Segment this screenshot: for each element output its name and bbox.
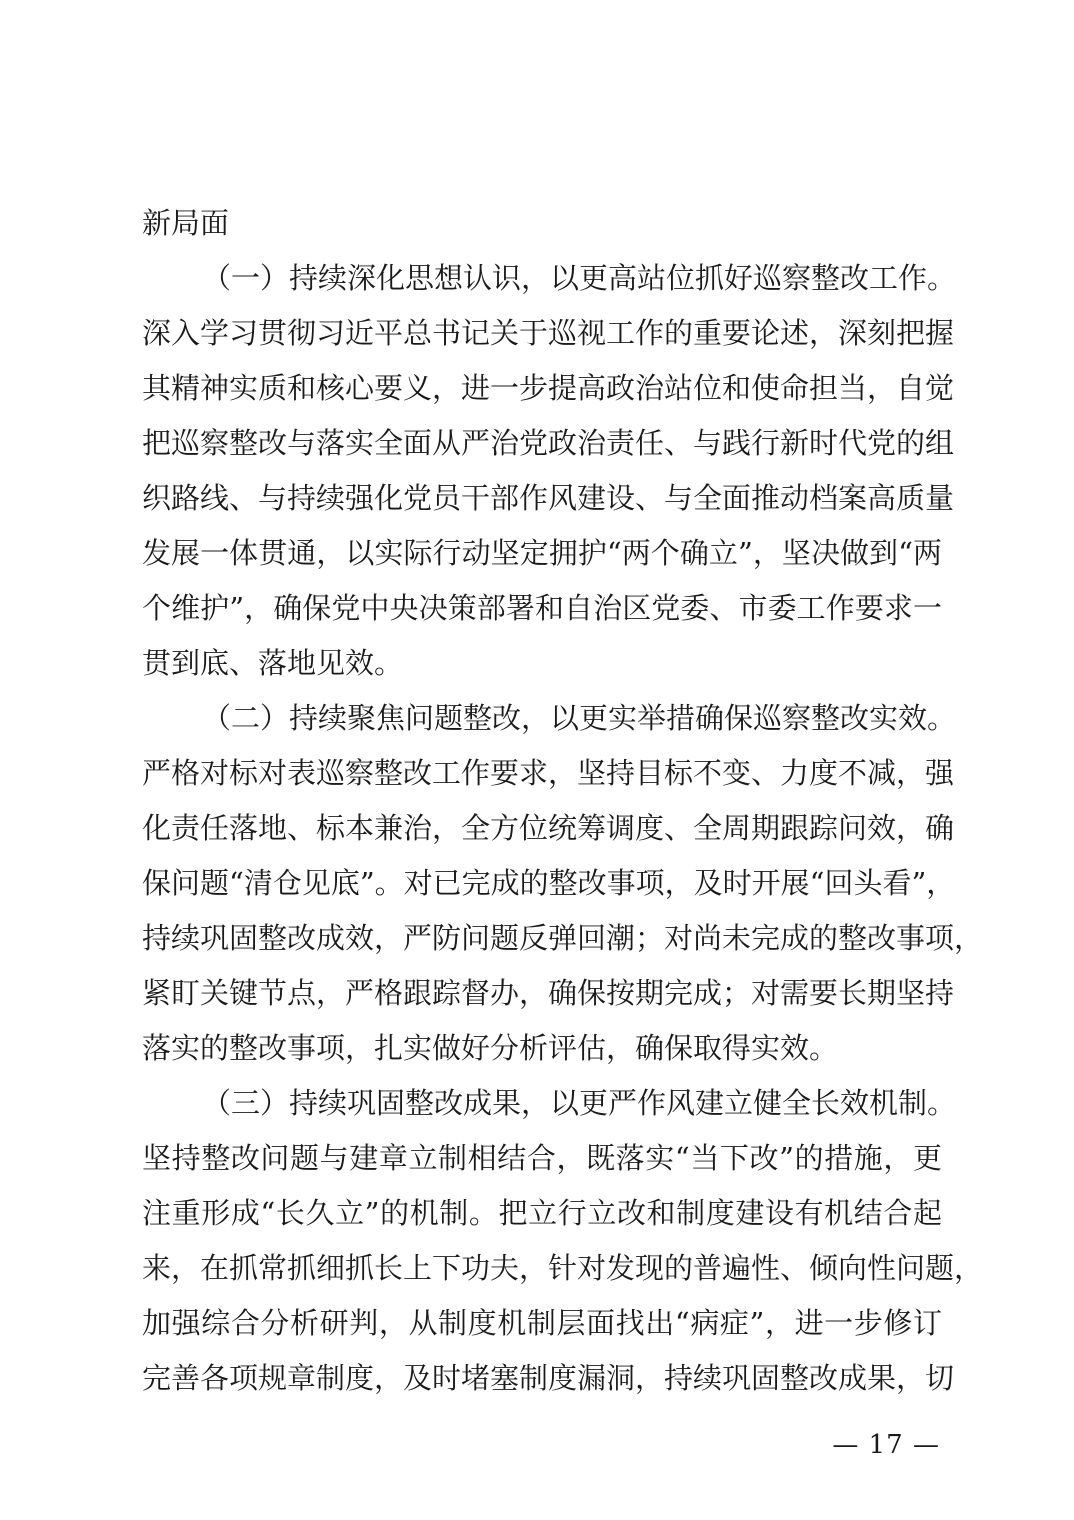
paragraph-line: 化责任落地、标本兼治，全方位统筹调度、全周期跟踪问效，确 [142, 811, 955, 845]
paragraph-line: （一）持续深化思想认识，以更高站位抓好巡察整改工作。 [202, 261, 957, 295]
paragraph-line: （二）持续聚焦问题整改，以更实举措确保巡察整改实效。 [202, 701, 957, 735]
paragraph-line: 贯到底、落地见效。 [142, 646, 404, 680]
page-number: — 17 — [832, 1430, 940, 1460]
paragraph-line: 注重形成“长久立”的机制。把立行立改和制度建设有机结合起 [142, 1196, 942, 1230]
paragraph-line: 坚持整改问题与建章立制相结合，既落实“当下改”的措施，更 [142, 1141, 942, 1175]
paragraph-line: 个维护”，确保党中央决策部署和自治区党委、市委工作要求一 [142, 591, 942, 625]
paragraph-line: 发展一体贯通，以实际行动坚定拥护“两个确立”，坚决做到“两 [142, 536, 942, 570]
document-body [142, 196, 984, 1406]
paragraph-line: 加强综合分析研判，从制度机制层面找出“病症”，进一步修订 [142, 1306, 942, 1340]
paragraph-line: （三）持续巩固整改成果，以更严作风建立健全长效机制。 [202, 1086, 957, 1120]
paragraph-2 [142, 691, 984, 1076]
paragraph-line: 织路线、与持续强化党员干部作风建设、与全面推动档案高质量 [142, 481, 955, 515]
paragraph-line: 其精神实质和核心要义，进一步提高政治站位和使命担当，自觉 [142, 371, 955, 405]
paragraph-3 [142, 1076, 984, 1406]
paragraph-line: 深入学习贯彻习近平总书记关于巡视工作的重要论述，深刻把握 [142, 316, 955, 350]
paragraph-line: 保问题“清仓见底”。对已完成的整改事项，及时开展“回头看”， [142, 866, 956, 900]
paragraph-line: 完善各项规章制度，及时堵塞制度漏洞，持续巩固整改成果，切 [142, 1361, 955, 1395]
paragraph-line: 紧盯关键节点，严格跟踪督办，确保按期完成；对需要长期坚持 [142, 976, 955, 1010]
paragraph-line: 把巡察整改与落实全面从严治党政治责任、与践行新时代党的组 [142, 426, 955, 460]
paragraph-line: 来，在抓常抓细抓长上下功夫，针对发现的普遍性、倾向性问题， [142, 1251, 984, 1285]
paragraph-line: 落实的整改事项，扎实做好分析评估，确保取得实效。 [142, 1031, 839, 1065]
paragraph-line: 严格对标对表巡察整改工作要求，坚持目标不变、力度不减，强 [142, 756, 955, 790]
paragraph-line: 持续巩固整改成效，严防问题反弹回潮；对尚未完成的整改事项， [142, 921, 984, 955]
paragraph-1 [142, 251, 957, 691]
continued-heading: 新局面 [142, 206, 230, 240]
